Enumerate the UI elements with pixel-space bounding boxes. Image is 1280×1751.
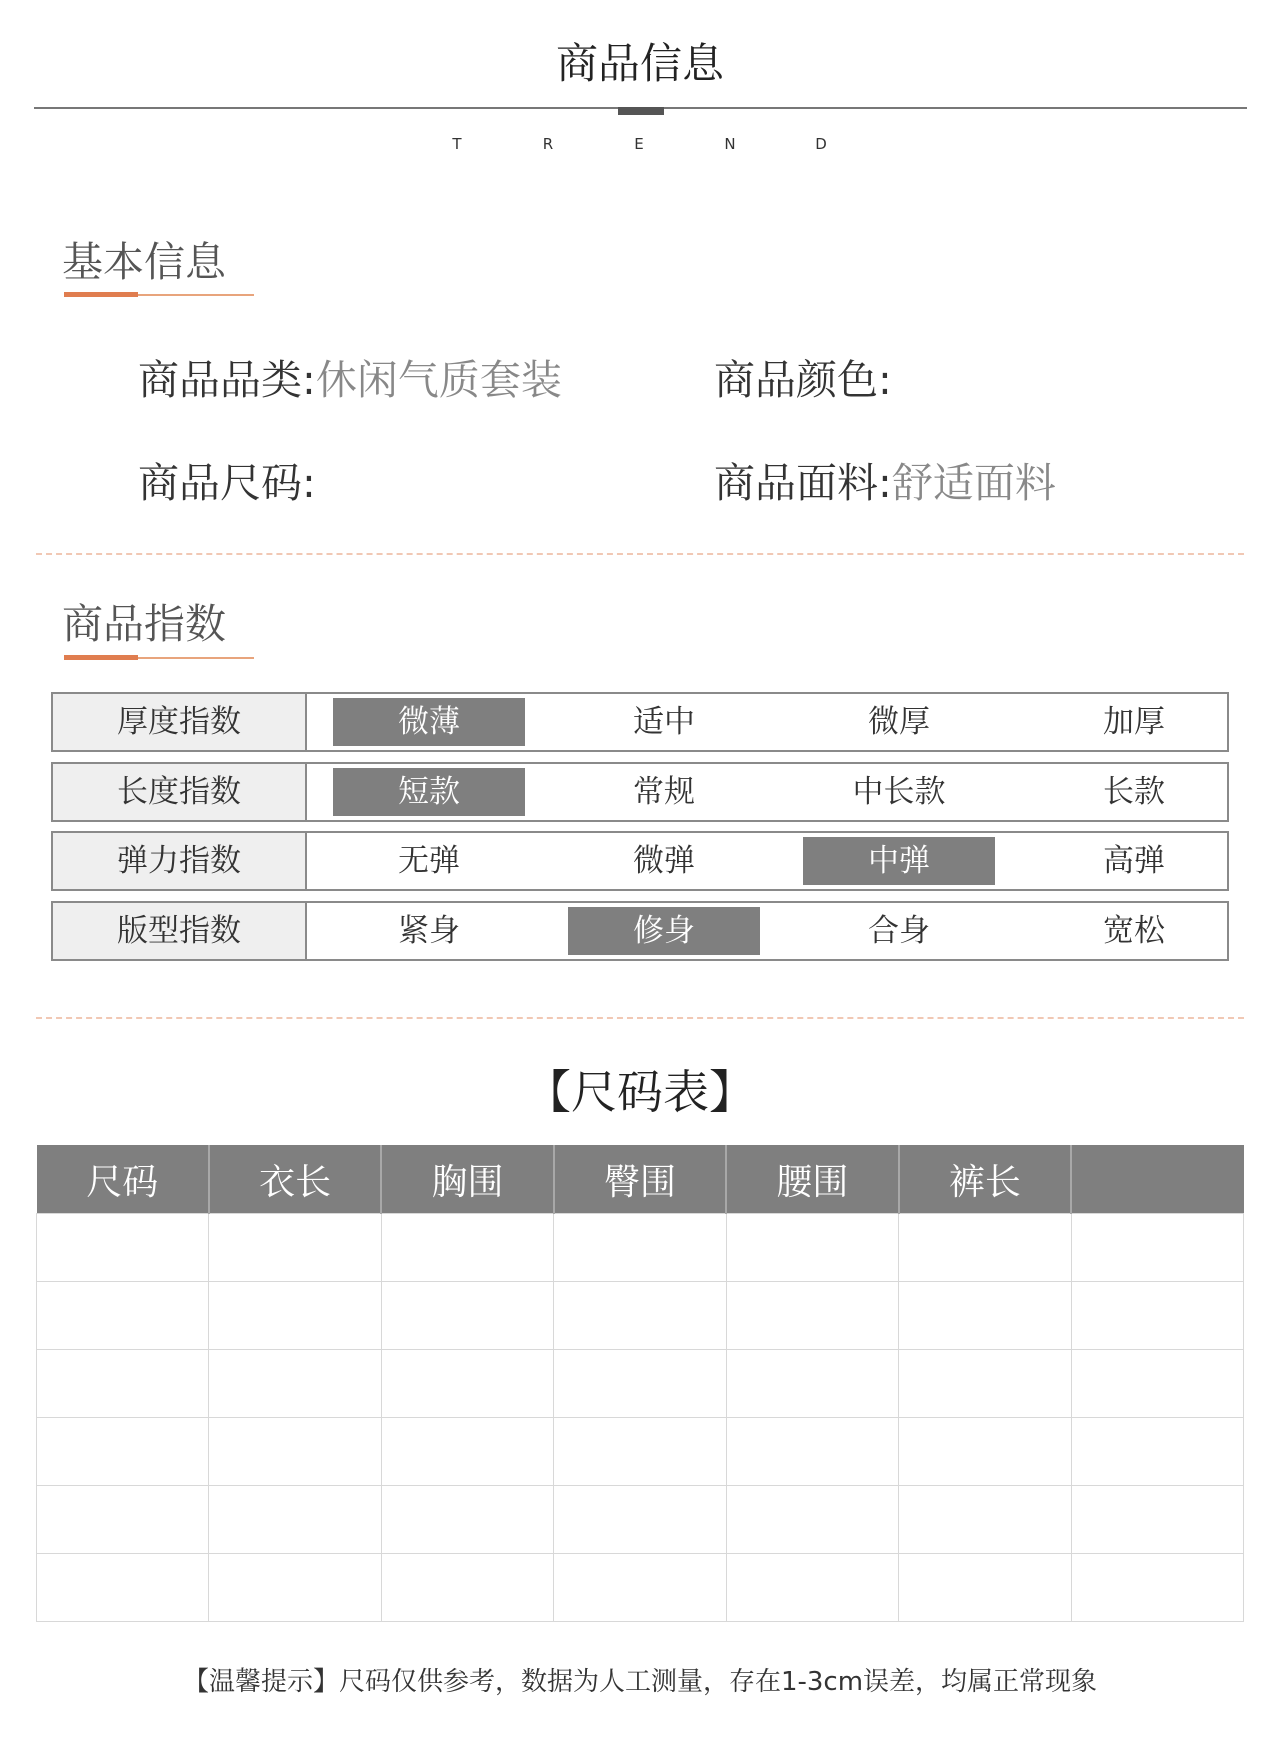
trend-letter: R [542, 135, 554, 153]
color-field [714, 352, 892, 408]
table-cell [554, 1486, 726, 1554]
index-underline-accent [64, 655, 138, 660]
table-cell [899, 1418, 1071, 1486]
index-option: 无弹 [398, 843, 460, 879]
table-cell [1071, 1554, 1243, 1622]
title-divider-marker [618, 107, 664, 115]
index-row [51, 831, 1229, 891]
trend-letter: N [724, 135, 736, 153]
index-option: 中长款 [852, 774, 946, 810]
index-row-label: 弹力指数 [53, 833, 307, 889]
index-row [51, 692, 1229, 752]
index-option: 高弹 [1103, 843, 1165, 879]
table-cell [1071, 1418, 1243, 1486]
table-cell [381, 1350, 553, 1418]
table-cell [37, 1418, 209, 1486]
table-row [37, 1418, 1244, 1486]
size-table-column-header: 衣长 [209, 1145, 381, 1214]
index-option: 适中 [633, 704, 695, 740]
index-option: 合身 [868, 913, 930, 949]
table-cell [209, 1282, 381, 1350]
table-cell [726, 1350, 898, 1418]
table-cell [381, 1486, 553, 1554]
table-cell [37, 1282, 209, 1350]
index-row [51, 762, 1229, 822]
table-cell [554, 1554, 726, 1622]
table-cell [726, 1282, 898, 1350]
size-table-column-header: 尺码 [37, 1145, 209, 1214]
trend-letter: T [452, 135, 462, 153]
table-cell [37, 1350, 209, 1418]
basic-info-underline-accent [64, 292, 138, 297]
table-cell [209, 1418, 381, 1486]
table-cell [1071, 1214, 1243, 1282]
table-cell [209, 1350, 381, 1418]
size-table [36, 1145, 1244, 1622]
category-value: 休闲气质套装 [315, 356, 562, 404]
size-table-body [37, 1214, 1244, 1622]
size-table-column-header: 臀围 [554, 1145, 726, 1214]
table-cell [899, 1486, 1071, 1554]
category-field [138, 352, 562, 408]
index-option-selected: 微薄 [333, 698, 525, 746]
table-cell [554, 1214, 726, 1282]
table-cell [1071, 1350, 1243, 1418]
table-cell [381, 1418, 553, 1486]
index-option-selected: 修身 [568, 907, 760, 955]
size-label: 商品尺码: [138, 459, 316, 507]
size-table-column-header: 裤长 [899, 1145, 1071, 1214]
table-cell [381, 1214, 553, 1282]
table-cell [726, 1214, 898, 1282]
index-option: 加厚 [1103, 704, 1165, 740]
index-title: 商品指数 [62, 600, 226, 648]
size-table-column-header [1071, 1145, 1243, 1214]
page-title: 商品信息 [555, 39, 724, 88]
table-cell [726, 1486, 898, 1554]
index-option: 微弹 [633, 843, 695, 879]
table-row [37, 1350, 1244, 1418]
table-cell [381, 1282, 553, 1350]
table-cell [209, 1554, 381, 1622]
table-cell [726, 1418, 898, 1486]
table-row [37, 1486, 1244, 1554]
index-option-selected: 中弹 [803, 837, 995, 885]
fabric-field [714, 455, 1056, 511]
size-table-column-header: 胸围 [381, 1145, 553, 1214]
color-label: 商品颜色: [714, 356, 892, 404]
index-row [51, 901, 1229, 961]
table-cell [899, 1282, 1071, 1350]
index-row-label: 厚度指数 [53, 694, 307, 750]
size-table-column-header: 腰围 [726, 1145, 898, 1214]
size-table-header [37, 1145, 1244, 1214]
section-divider [36, 1017, 1244, 1019]
index-row-label: 长度指数 [53, 764, 307, 820]
fabric-value: 舒适面料 [891, 459, 1056, 507]
table-cell [37, 1214, 209, 1282]
basic-info-title: 基本信息 [62, 238, 226, 286]
index-option: 宽松 [1103, 913, 1165, 949]
section-divider [36, 553, 1244, 555]
table-cell [37, 1554, 209, 1622]
table-cell [554, 1350, 726, 1418]
table-row [37, 1554, 1244, 1622]
trend-letter: E [634, 135, 644, 153]
table-cell [899, 1350, 1071, 1418]
index-option: 常规 [633, 774, 695, 810]
table-cell [209, 1214, 381, 1282]
trend-letter: D [815, 135, 827, 153]
table-cell [554, 1282, 726, 1350]
table-cell [37, 1486, 209, 1554]
table-row [37, 1214, 1244, 1282]
table-row [37, 1282, 1244, 1350]
index-option: 微厚 [868, 704, 930, 740]
size-table-title: 【尺码表】 [525, 1065, 755, 1119]
index-row-label: 版型指数 [53, 903, 307, 959]
table-cell [209, 1486, 381, 1554]
table-cell [554, 1418, 726, 1486]
index-option-selected: 短款 [333, 768, 525, 816]
index-option: 长款 [1103, 774, 1165, 810]
size-field [138, 455, 316, 511]
table-cell [1071, 1282, 1243, 1350]
table-cell [726, 1554, 898, 1622]
table-cell [1071, 1486, 1243, 1554]
category-label: 商品品类: [138, 356, 316, 404]
table-cell [899, 1554, 1071, 1622]
size-note: 【温馨提示】尺码仅供参考，数据为人工测量，存在1-3cm误差，均属正常现象 [182, 1667, 1098, 1697]
table-cell [899, 1214, 1071, 1282]
table-cell [381, 1554, 553, 1622]
fabric-label: 商品面料: [714, 459, 892, 507]
index-option: 紧身 [398, 913, 460, 949]
